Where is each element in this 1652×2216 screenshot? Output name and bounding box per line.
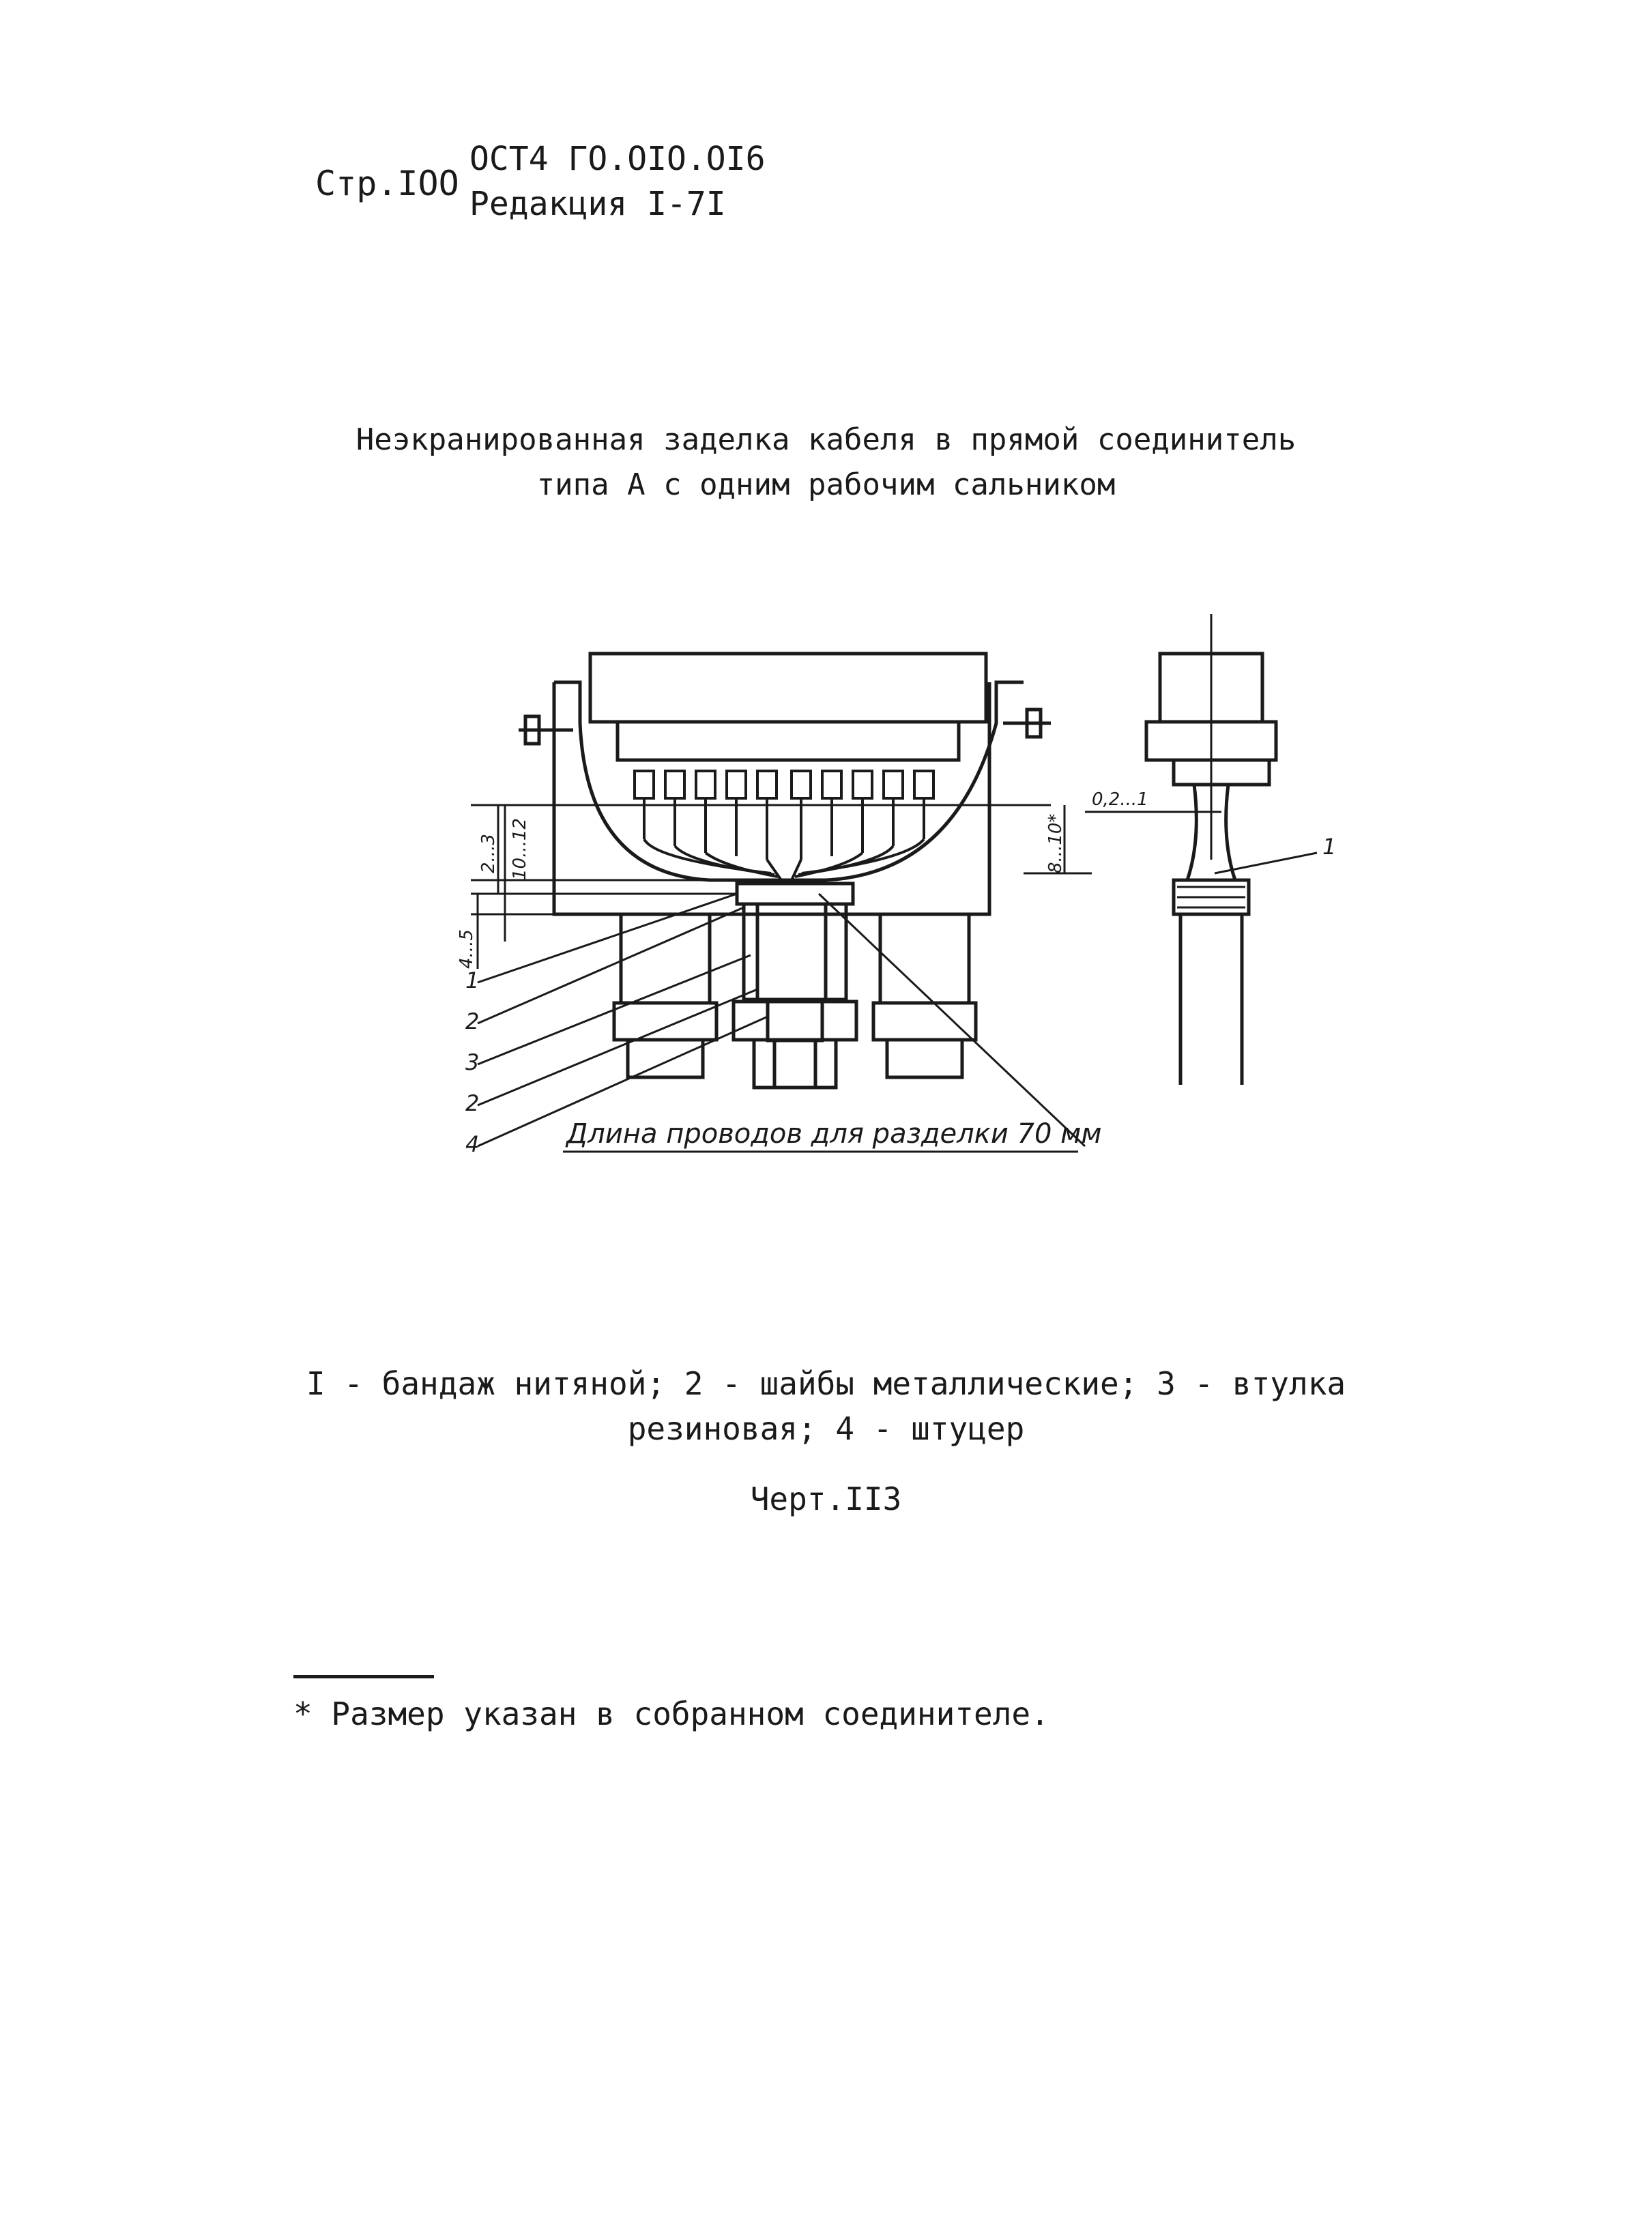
title-line-1: Неэкранированная заделка кабеля в прямой соединитель: [356, 422, 1296, 457]
legend-line-2: резиновая; 4 - штуцер: [627, 1410, 1025, 1447]
dim-8-10: 8...10*: [1045, 813, 1066, 873]
dim-2-3: 2...3: [478, 834, 499, 873]
callout-4: 4: [465, 1131, 480, 1157]
blind-glands: [614, 914, 976, 1077]
standard-code: ОСТ4 ГО.ОIО.ОI6: [469, 140, 766, 178]
callout-2-lower: 2: [465, 1090, 480, 1116]
footnote-divider: [293, 1675, 434, 1678]
connector-body: [519, 654, 1051, 914]
side-view: [1146, 614, 1276, 1085]
footnote: * Размер указан в собранном соединителе.: [293, 1695, 1049, 1732]
legend: [0, 1361, 1652, 1451]
dim-4-5: 4...5: [457, 929, 477, 969]
wire-length-note: Длина проводов для разделки 70 мм: [566, 1118, 1102, 1150]
callout-1-side: 1: [1322, 834, 1337, 860]
edition-label: Редакция I-7I: [469, 185, 726, 223]
page-number: Стр.IOO: [315, 164, 459, 203]
legend-line-1: I - бандаж нитяной; 2 - шайбы металлические; 3 - втулка: [306, 1365, 1346, 1402]
title-line-2: типа А с одним рабочим сальником: [536, 467, 1116, 502]
contact-pins: [635, 771, 933, 860]
callout-1-main: 1: [465, 967, 480, 993]
figure-label: Черт.II3: [750, 1481, 902, 1517]
callout-2-upper: 2: [465, 1008, 480, 1034]
callout-3: 3: [465, 1049, 480, 1075]
dim-0-2-1: 0,2...1: [1092, 789, 1148, 810]
wire-bundle: [644, 839, 924, 880]
dim-10-12: 10...12: [510, 818, 530, 880]
